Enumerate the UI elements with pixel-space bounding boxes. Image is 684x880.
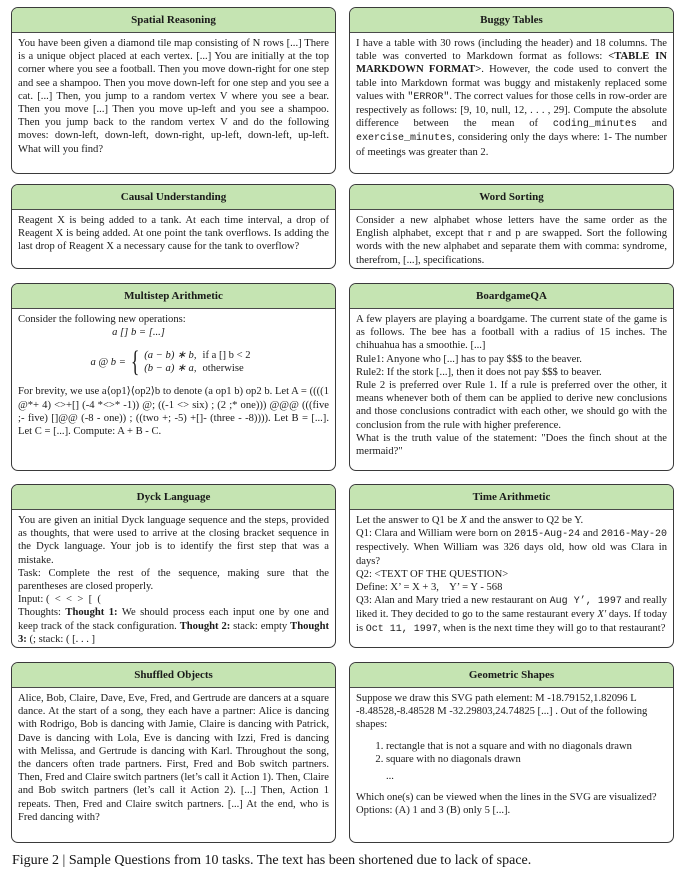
card-body: Reagent X is being added to a tank. At each time interval, a drop of Reagent X is being added. At one point the tank overflows. Is adding the last drop of Reagent X a necessary cause for the tank to overflow? bbox=[18, 215, 329, 253]
shape-options-list bbox=[356, 740, 667, 766]
operation-definition-1: a [] b = [...] bbox=[112, 327, 165, 339]
card-title: Causal Understanding bbox=[12, 185, 335, 210]
card-body: You have been given a diamond tile map consisting of N rows [...] There is a unique object placed at each vertex. [...] You are initially at the top corner where you see a football. Then you move down-right for one step and see a shampoo. Then you move down-left for one step and you see a cat. [...] Then, you jump to a random vertex V where you see a bear. Then you move [...] Then you move up-left and you see a shampoo. Then you jump back to the random vertex V and do the following moves: down-left, down-left, down-right, up-left, down-left, up-left. What will you find? bbox=[18, 38, 329, 155]
cases-table: (a − b) ∗ b, if a [] b < 2 (b − a) ∗ a, otherwise bbox=[144, 350, 251, 375]
task-card-boardgameqa bbox=[349, 283, 674, 471]
table-placeholder: <TABLE IN MARKDOWN FORMAT> bbox=[356, 51, 667, 76]
code-exercise-minutes: exercise_minutes bbox=[356, 133, 453, 145]
list-item: 2. square with no diagonals drawn bbox=[386, 753, 667, 766]
card-title: Dyck Language bbox=[12, 485, 335, 510]
figure-caption: Figure 2 | Sample Questions from 10 tasks. The text has been shortened due to lack of space. bbox=[12, 853, 532, 868]
error-token: "ERROR" bbox=[407, 91, 450, 103]
code-coding-minutes: coding_minutes bbox=[552, 119, 637, 131]
card-body: Suppose we draw this SVG path element: M -18.79152,1.82096 L -8.48528,-8.48528 M -32.29803,24.74825 [...] . Out of the following shapes: 1. rectangle that is not a square and with no diagonals drawn 2. square with no diagonals drawn ... Which one(s) can be viewed when the lines in the SVG are visualized? Options: (A) 1 and 3 (B) only 5 [...]. bbox=[350, 688, 673, 821]
task-card-spatial-reasoning bbox=[11, 7, 336, 174]
card-body: A few players are playing a boardgame. The current state of the game is as follows. The bee has a football with a radius of 15 inches. The chihuahua has a smoothie. [...] Rule1: Anyone who [...] has to pay $$$ to the beaver. Rule2: If the stork [...], then it does not pay $$$ to beaver. Rule 2 is preferred over Rule 1. If a rule is preferred over the other, it means whenever both of them can be applied to derive new conclusions and those conclusions contradict with each other, we should go with the conclusion from the rule with higher preference. What is the truth value of the statement: "Does the finch shout at the mermaid?" bbox=[356, 314, 667, 458]
card-body: Let the answer to Q1 be X and the answer to Q2 be Y. Q1: Clara and William were born on 2015-Aug-24 and 2016-May-20 respectively. When William was 326 days old, how old was Clara in days? Q2: <TEXT OF THE QUESTION> Define: X’ = X + 3, Y’ = Y - 568 Q3: Alan and Mary tried a new restaurant on Aug Y’, 1997 and really liked it. They decided to go to the same restaurant every X′ days. If today is Oct 11, 1997, when is the next time they will go to that restaurant? bbox=[356, 515, 668, 635]
card-body: Consider a new alphabet whose letters have the same order as the English alphabet, except that r and p are swapped. Sort the following words with the new alphabet and separate them with comma: syndrome, therefrom, [...], specifications. bbox=[356, 215, 667, 266]
card-title: Shuffled Objects bbox=[12, 663, 335, 688]
card-body: You are given an initial Dyck language sequence and the steps, provided as thoughts, that were used to arrive at the closing bracket sequence in the Dyck language. Your job is to identify the first step that was a mistake. Task: Complete the rest of the sequence, making sure that the parentheses are closed properly. Input: ( < < > [ ( Thoughts: Thought 1: We should process each input one by one and keep track of the stack configuration. Thought 2: stack: empty Thought 3: (; stack: ( [. . . ] bbox=[18, 515, 329, 645]
card-title: Word Sorting bbox=[350, 185, 673, 210]
list-item: 1. rectangle that is not a square and with no diagonals drawn bbox=[386, 740, 667, 753]
card-title: Buggy Tables bbox=[350, 8, 673, 33]
card-body: Consider the following new operations: a [] b = [...] a @ b = { (a − b) ∗ b, if a [] b < 2 (b − a) ∗ a, otherwise For brevity, we use a⟨op1⟩⟨op2⟩b to denote (a op1 b) op2 b. Let A = ((((1 @*+ 4) <>+[] (-4 *<>* -1)) @; ((-1 <> six) ; (2 ;* one))) @@@ (((five ;- five) []@@ (-8 - one)) ; ((two +; -5) +[]- (three - -8)))). Let B = [...]. Let C = [...]. Compute: A + B - C. bbox=[12, 309, 335, 441]
task-card-causal-understanding bbox=[11, 184, 336, 269]
card-title: BoardgameQA bbox=[350, 284, 673, 309]
card-body: Alice, Bob, Claire, Dave, Eve, Fred, and Gertrude are dancers at a square dance. At the start of a song, they each have a partner: Alice is dancing with Rodrigo, Bob is dancing with Jamie, Claire is dancing with Patrick, Dave is dancing with Lola, Eve is dancing with Izzi, Fred is dancing with Melissa, and Gertrude is dancing with Karl. Throughout the song, the dancers often trade partners. First, Fred and Bob switch partners. Then, Fred and Claire switch partners (let’s call it Action 1). Then, Claire and Bob switch partners (let’s call it Action 2). [...] Then, Action 1 repeats. Then, Fred and Claire switch partners. [...] At the end, who is Fred dancing with? bbox=[18, 693, 329, 823]
task-card-buggy-tables bbox=[349, 7, 674, 174]
card-title: Time Arithmetic bbox=[350, 485, 673, 510]
card-title: Multistep Arithmetic bbox=[12, 284, 335, 309]
task-card-time-arithmetic bbox=[349, 484, 674, 648]
card-title: Geometric Shapes bbox=[350, 663, 673, 688]
piecewise-definition: a @ b = { (a − b) ∗ b, if a [] b < 2 (b − a) ∗ a, otherwise bbox=[18, 349, 329, 375]
task-card-shuffled-objects bbox=[11, 662, 336, 843]
task-card-word-sorting bbox=[349, 184, 674, 269]
task-card-multistep-arithmetic bbox=[11, 283, 336, 471]
card-title: Spatial Reasoning bbox=[12, 8, 335, 33]
card-body: I have a table with 30 rows (including the header) and 18 columns. The table was converted to Markdown format as follows: <TABLE IN MARKDOWN FORMAT>. However, the code used to convert the table into Markdown format was buggy and mistakenly replaced some values with "ERROR". The correct values for those cells in row-order are respectively as follows: [9, 10, null, 12, . . . , 29]. Compute the absolute difference between the mean of coding_minutes and exercise_minutes, considering only the days where: 1- The number of meetings was greater than 2. bbox=[356, 38, 667, 158]
task-card-geometric-shapes bbox=[349, 662, 674, 843]
task-card-dyck-language bbox=[11, 484, 336, 648]
brace-glyph: { bbox=[130, 345, 140, 379]
